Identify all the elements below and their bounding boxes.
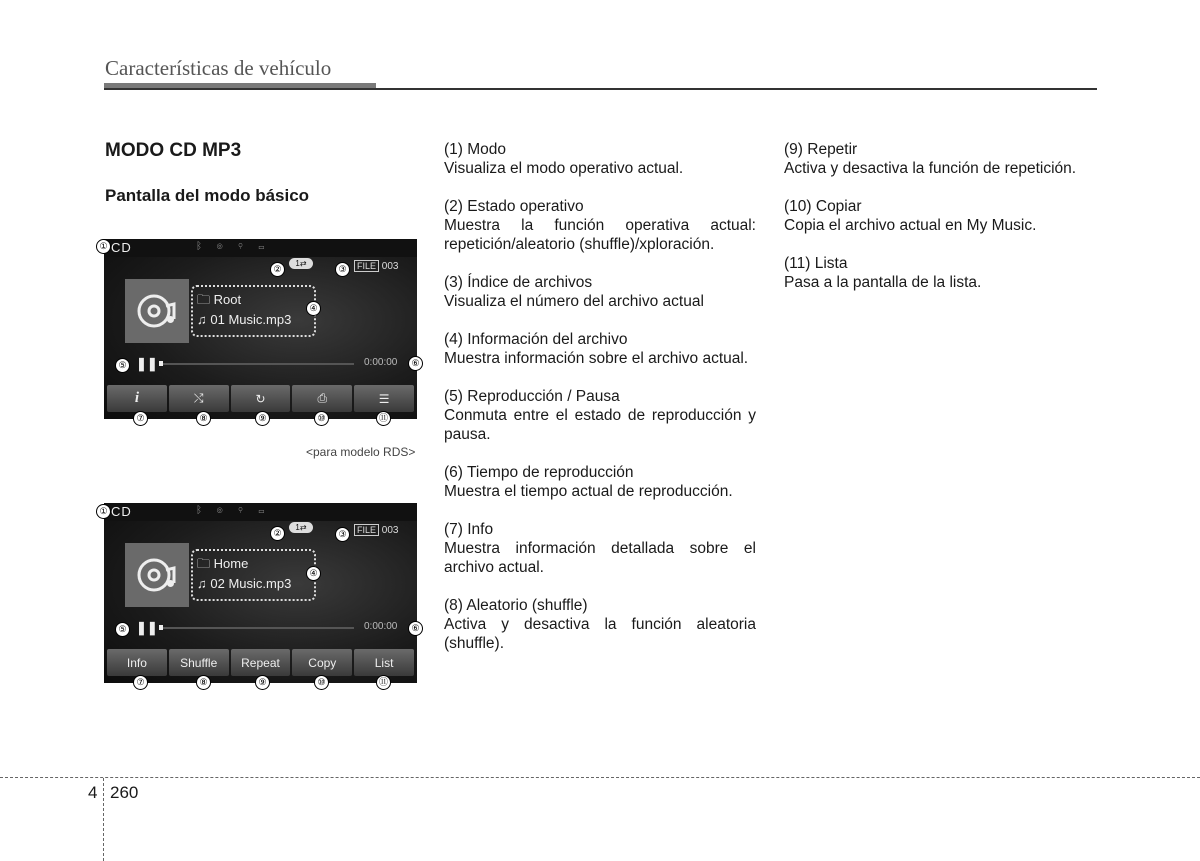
section-title: MODO CD MP3: [105, 140, 242, 161]
list-icon: ☰: [378, 391, 390, 406]
cd-screen-text: [104, 503, 417, 683]
rds-caption: <para modelo RDS>: [306, 445, 416, 459]
folder-label: Root: [213, 292, 242, 307]
repeat-button[interactable]: [231, 385, 291, 412]
callout-8: ⑧: [196, 411, 211, 426]
entry-body: Visualiza el número del archivo actual: [444, 293, 704, 310]
entry-lista: [784, 254, 1096, 292]
subsection-title: Pantalla del modo básico: [105, 186, 310, 205]
entry-body: Copia el archivo actual en My Music.: [784, 217, 1037, 234]
progress-bar[interactable]: [159, 627, 354, 629]
cd-music-icon: [125, 543, 189, 607]
callout-8: ⑧: [196, 675, 211, 690]
play-time: 0:00:00: [364, 621, 398, 632]
callout-3: ③: [335, 527, 350, 542]
progress-knob[interactable]: [159, 625, 163, 630]
callout-9: ⑨: [255, 411, 270, 426]
description-column-2: [784, 140, 1096, 311]
entry-body: Muestra información sobre el archivo actual.: [444, 350, 749, 367]
pause-icon[interactable]: ❚❚: [136, 356, 158, 371]
entry-body: Activa y desactiva la función de repetición.: [784, 160, 1077, 177]
callout-1: ①: [96, 239, 111, 254]
entry-info: [444, 520, 756, 577]
song-name: ♫ 01 Music.mp3: [197, 312, 292, 327]
button-bar: [107, 649, 414, 676]
entry-heading: (10) Copiar: [784, 198, 862, 215]
file-number: 003: [381, 525, 399, 536]
callout-2: ②: [270, 526, 285, 541]
play-time: 0:00:00: [364, 357, 398, 368]
copy-button[interactable]: Copy: [292, 649, 352, 676]
pause-icon[interactable]: ❚❚: [136, 620, 158, 635]
file-label: FILE: [354, 260, 379, 272]
entry-heading: (8) Aleatorio (shuffle): [444, 597, 588, 614]
entry-modo: [444, 140, 756, 178]
folder-label: Home: [213, 556, 249, 571]
page-number: 260: [110, 783, 139, 802]
copy-icon: ⎙: [317, 391, 328, 405]
cd-music-icon: [125, 279, 189, 343]
entry-body: Conmuta entre el estado de reproducción y pausa.: [444, 407, 756, 443]
entry-body: Visualiza el modo operativo actual.: [444, 160, 684, 177]
callout-6: ⑥: [408, 356, 423, 371]
callout-10: ⑩: [314, 675, 329, 690]
file-info-box: [191, 285, 316, 337]
cd-screen-icons: [104, 239, 417, 419]
entry-body: Muestra información detallada sobre el archivo actual.: [444, 540, 756, 576]
callout-11: ⑪: [376, 675, 391, 690]
entry-estado-operativo: [444, 197, 756, 254]
entry-heading: (9) Repetir: [784, 141, 858, 158]
entry-aleatorio: [444, 596, 756, 653]
callout-9: ⑨: [255, 675, 270, 690]
callout-4: ④: [306, 566, 321, 581]
file-index: [354, 261, 398, 272]
callout-5: ⑤: [115, 622, 130, 637]
entry-heading: (3) Índice de archivos: [444, 274, 593, 291]
callout-1: ①: [96, 504, 111, 519]
repeat-icon: ↻: [255, 391, 266, 406]
callout-4: ④: [306, 301, 321, 316]
list-button[interactable]: List: [354, 649, 414, 676]
folder-name: 🗀 Home: [197, 556, 249, 571]
info-button[interactable]: [107, 385, 167, 412]
entry-indice-archivos: [444, 273, 756, 311]
callout-5: ⑤: [115, 358, 130, 373]
entry-heading: (2) Estado operativo: [444, 198, 584, 215]
status-icons: ᛒ ◎ ⚲ ▭: [196, 505, 271, 516]
chapter-number: 4: [88, 783, 98, 802]
file-info-box: [191, 549, 316, 601]
entry-body: Pasa a la pantalla de la lista.: [784, 274, 982, 291]
entry-body: Activa y desactiva la función aleatoria (shuffle).: [444, 616, 756, 652]
progress-bar[interactable]: [159, 363, 354, 365]
entry-informacion-archivo: [444, 330, 756, 368]
entry-reproduccion-pausa: [444, 387, 756, 444]
status-icons: ᛒ ◎ ⚲ ▭: [196, 241, 271, 252]
song-label: 02 Music.mp3: [210, 576, 292, 591]
entry-body: Muestra el tiempo actual de reproducción.: [444, 483, 733, 500]
callout-3: ③: [335, 262, 350, 277]
callout-11: ⑪: [376, 411, 391, 426]
running-header: Características de vehículo: [105, 56, 332, 80]
repeat-button[interactable]: Repeat: [231, 649, 291, 676]
entry-tiempo-reproduccion: [444, 463, 756, 501]
file-number: 003: [381, 261, 399, 272]
copy-button[interactable]: [292, 385, 352, 412]
entry-heading: (4) Información del archivo: [444, 331, 628, 348]
entry-heading: (6) Tiempo de reproducción: [444, 464, 634, 481]
footer-divider: [103, 778, 104, 861]
callout-7: ⑦: [133, 675, 148, 690]
folder-name: 🗀 Root: [197, 292, 242, 307]
shuffle-button[interactable]: Shuffle: [169, 649, 229, 676]
entry-heading: (11) Lista: [784, 255, 848, 272]
operation-state-icon: 1⇄: [289, 522, 313, 533]
callout-7: ⑦: [133, 411, 148, 426]
info-icon: i: [134, 390, 139, 406]
mode-label: CD: [111, 240, 132, 255]
entry-heading: (5) Reproducción / Pausa: [444, 388, 620, 405]
info-button[interactable]: Info: [107, 649, 167, 676]
song-name: ♫ 02 Music.mp3: [197, 576, 292, 591]
header-rule: [104, 88, 1097, 90]
entry-body: Muestra la función operativa actual: repetición/aleatorio (shuffle)/xploración.: [444, 217, 756, 253]
list-button[interactable]: [354, 385, 414, 412]
file-index: [354, 525, 398, 536]
mode-label: CD: [111, 504, 132, 519]
footer-rule: [0, 777, 1200, 778]
progress-knob[interactable]: [159, 361, 163, 366]
file-label: FILE: [354, 524, 379, 536]
button-bar: [107, 385, 414, 412]
entry-heading: (7) Info: [444, 521, 494, 538]
shuffle-icon: ⤭: [193, 391, 204, 405]
shuffle-button[interactable]: [169, 385, 229, 412]
entry-repetir: [784, 140, 1096, 178]
callout-6: ⑥: [408, 621, 423, 636]
operation-state-icon: 1⇄: [289, 258, 313, 269]
description-column-1: [444, 140, 756, 672]
callout-10: ⑩: [314, 411, 329, 426]
song-label: 01 Music.mp3: [210, 312, 292, 327]
callout-2: ②: [270, 262, 285, 277]
entry-heading: (1) Modo: [444, 141, 507, 158]
entry-copiar: [784, 197, 1096, 235]
